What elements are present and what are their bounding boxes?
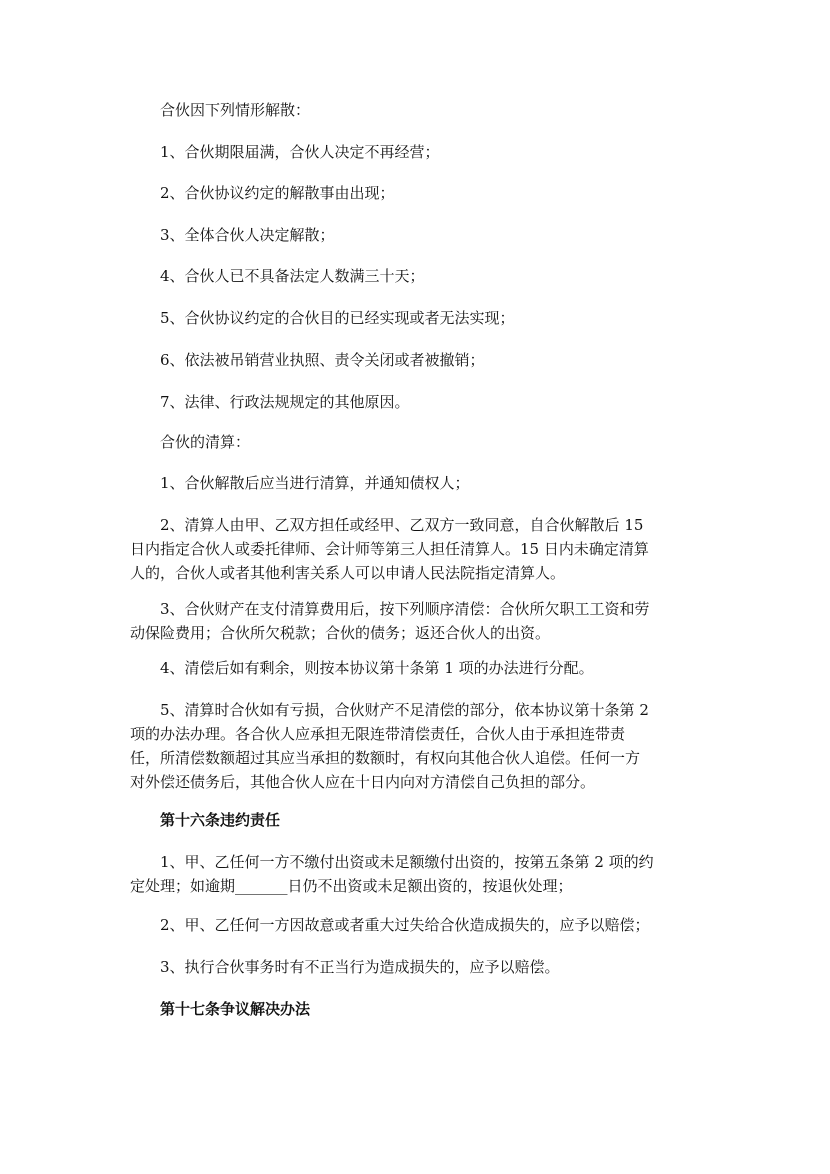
paragraph [130, 850, 710, 898]
text-line: 动保险费用；合伙所欠税款；合伙的债务；返还合伙人的出资。 [130, 624, 551, 642]
paragraph [130, 348, 710, 372]
paragraph [130, 390, 710, 414]
text-line: 2、合伙协议约定的解散事由出现； [160, 184, 395, 202]
section-heading [130, 997, 710, 1021]
paragraph [130, 955, 710, 979]
text-line: 2、清算人由甲、乙双方担任或经甲、乙双方一致同意，自合伙解散后 15 [160, 516, 644, 534]
text-line: 5、清算时合伙如有亏损，合伙财产不足清偿的部分，依本协议第十条第 2 [160, 701, 649, 719]
text-line: 4、清偿后如有剩余，则按本协议第十条第 1 项的办法进行分配。 [160, 659, 594, 677]
text-line: 1、甲、乙任何一方不缴付出资或未足额缴付出资的，按第五条第 2 项的约 [160, 853, 654, 871]
text-line: 3、执行合伙事务时有不正当行为造成损失的，应予以赔偿。 [160, 958, 560, 976]
text-line: 合伙因下列情形解散： [160, 101, 311, 119]
paragraph [130, 264, 710, 288]
paragraph [130, 471, 710, 495]
text-line: 项的办法办理。各合伙人应承担无限连带清偿责任，合伙人由于承担连带责 [130, 725, 626, 743]
paragraph [130, 430, 710, 454]
paragraph [130, 98, 710, 122]
text-line: 1、合伙期限届满，合伙人决定不再经营； [160, 143, 440, 161]
paragraph [130, 140, 710, 164]
text-line: 合伙的清算： [160, 433, 251, 451]
text-line: 对外偿还债务后，其他合伙人应在十日内向对方清偿自己负担的部分。 [130, 773, 596, 791]
text-line: 3、合伙财产在支付清算费用后，按下列顺序清偿：合伙所欠职工工资和劳 [160, 600, 650, 618]
section-heading [130, 808, 710, 832]
text-line: 日内指定合伙人或委托律师、会计师等第三人担任清算人。15 日内未确定清算 [130, 540, 649, 558]
paragraph [130, 913, 710, 937]
paragraph [130, 597, 710, 645]
paragraph [130, 656, 710, 680]
text-line: 第十六条违约责任 [160, 811, 281, 829]
text-line: 第十七条争议解决办法 [160, 1000, 311, 1018]
paragraph [130, 698, 710, 794]
text-line: 人的，合伙人或者其他利害关系人可以申请人民法院指定清算人。 [130, 564, 566, 582]
text-line: 7、法律、行政法规规定的其他原因。 [160, 393, 410, 411]
text-line: 2、甲、乙任何一方因故意或者重大过失给合伙造成损失的，应予以赔偿； [160, 916, 650, 934]
text-line: 1、合伙解散后应当进行清算，并通知债权人； [160, 474, 470, 492]
text-line: 4、合伙人已不具备法定人数满三十天； [160, 267, 425, 285]
text-line: 定处理；如逾期_______日仍不出资或未足额出资的，按退伙处理； [130, 877, 573, 895]
text-line: 任，所清偿数额超过其应当承担的数额时，有权向其他合伙人追偿。任何一方 [130, 749, 641, 767]
paragraph [130, 513, 710, 585]
text-line: 3、全体合伙人决定解散； [160, 226, 335, 244]
paragraph [130, 223, 710, 247]
paragraph [130, 306, 710, 330]
text-line: 5、合伙协议约定的合伙目的已经实现或者无法实现； [160, 309, 515, 327]
paragraph [130, 181, 710, 205]
text-line: 6、依法被吊销营业执照、责令关闭或者被撤销； [160, 351, 485, 369]
